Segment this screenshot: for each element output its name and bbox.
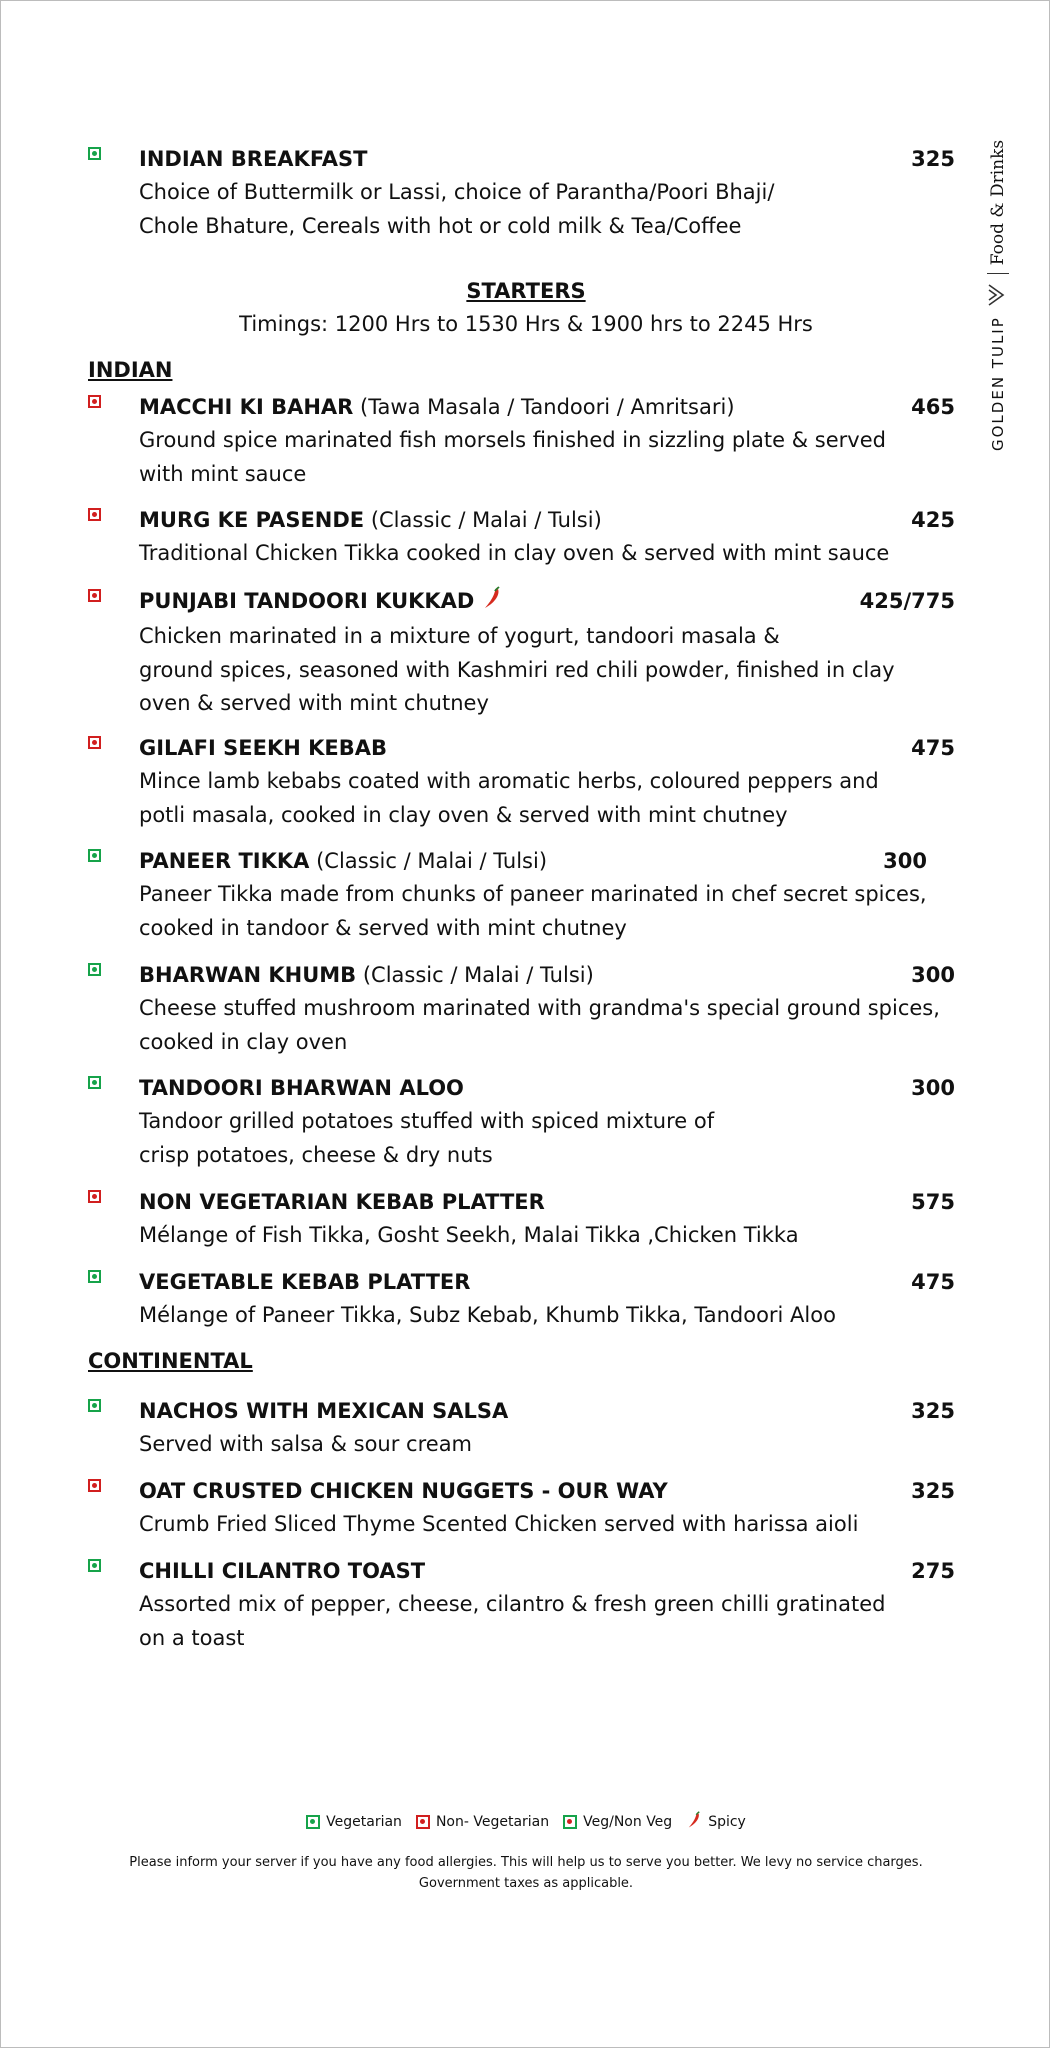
item-price: 465 bbox=[911, 395, 955, 419]
item-name: PUNJABI TANDOORI KUKKAD bbox=[139, 589, 475, 613]
item-description bbox=[139, 1219, 955, 1253]
item-price: 300 bbox=[883, 849, 927, 873]
item-description-line: Mélange of Paneer Tikka, Subz Kebab, Khumb Tikka, Tandoori Aloo bbox=[139, 1303, 836, 1327]
item-description-line: Served with salsa & sour cream bbox=[139, 1432, 473, 1456]
item-description-line: Assorted mix of pepper, cheese, cilantro & fresh green chilli gratinated bbox=[139, 1592, 886, 1616]
item-description bbox=[139, 878, 955, 945]
item-price: 575 bbox=[911, 1190, 955, 1214]
item-name: PANEER TIKKA bbox=[139, 849, 310, 873]
chili-spicy-icon bbox=[482, 586, 502, 620]
menu-item-punjabi-tandoori-kukkad bbox=[88, 585, 955, 721]
item-description-line: with mint sauce bbox=[139, 461, 307, 486]
allergy-note: Please inform your server if you have any food allergies. This will help us to serve you better. We levy no service charges. bbox=[129, 1855, 923, 1870]
item-name: TANDOORI BHARWAN ALOO bbox=[139, 1076, 464, 1100]
item-description bbox=[139, 765, 955, 832]
legend-veg bbox=[306, 1811, 402, 1833]
item-description bbox=[139, 1105, 955, 1172]
item-name: OAT CRUSTED CHICKEN NUGGETS - OUR WAY bbox=[139, 1479, 668, 1503]
item-description-line: Mince lamb kebabs coated with aromatic herbs, coloured peppers and bbox=[139, 769, 879, 793]
item-variants: (Classic / Malai / Tulsi) bbox=[356, 963, 594, 987]
item-description-line: cooked in tandoor & served with mint chutney bbox=[139, 915, 627, 940]
menu-item-tandoori-bharwan-aloo bbox=[88, 1072, 955, 1172]
veg-indicator-icon bbox=[88, 1559, 101, 1572]
non-veg-indicator-icon bbox=[88, 1190, 101, 1203]
veg-non-veg-indicator-icon bbox=[563, 1815, 577, 1829]
menu-item-macchi-ki-bahar bbox=[88, 391, 955, 491]
item-description-line: Chole Bhature, Cereals with hot or cold milk & Tea/Coffee bbox=[139, 213, 742, 238]
legend-label: Non- Vegetarian bbox=[435, 1814, 550, 1830]
item-description bbox=[139, 992, 955, 1059]
item-description bbox=[139, 537, 955, 571]
veg-indicator-icon bbox=[306, 1815, 320, 1829]
legend-both bbox=[563, 1811, 672, 1833]
veg-indicator-icon bbox=[88, 1076, 101, 1089]
legend-spicy bbox=[686, 1811, 746, 1833]
item-variants: (Classic / Malai / Tulsi) bbox=[364, 508, 602, 532]
item-price: 475 bbox=[911, 736, 955, 760]
legend-label: Spicy bbox=[708, 1814, 746, 1830]
non-veg-indicator-icon bbox=[88, 1479, 101, 1492]
item-name: NON VEGETARIAN KEBAB PLATTER bbox=[139, 1190, 545, 1214]
item-description-line: cooked in clay oven bbox=[139, 1029, 348, 1054]
legend bbox=[1, 1811, 1050, 1833]
item-name: GILAFI SEEKH KEBAB bbox=[139, 736, 388, 760]
item-name: MACCHI KI BAHAR bbox=[139, 395, 354, 419]
chili-spicy-icon bbox=[686, 1811, 702, 1833]
item-description-line: Mélange of Fish Tikka, Gosht Seekh, Malai Tikka ,Chicken Tikka bbox=[139, 1223, 799, 1247]
item-description-line: Chicken marinated in a mixture of yogurt, tandoori masala & bbox=[139, 624, 780, 648]
item-name: VEGETABLE KEBAB PLATTER bbox=[139, 1270, 471, 1294]
item-description bbox=[139, 1299, 955, 1333]
veg-indicator-icon bbox=[88, 1399, 101, 1412]
menu-item-murg-ke-pasende bbox=[88, 504, 955, 571]
item-description-line: crisp potatoes, cheese & dry nuts bbox=[139, 1142, 493, 1167]
non-veg-indicator-icon bbox=[88, 736, 101, 749]
tax-note: Government taxes as applicable. bbox=[418, 1876, 634, 1891]
item-description-line: ground spices, seasoned with Kashmiri red chili powder, finished in clay bbox=[139, 657, 895, 682]
item-description-line: on a toast bbox=[139, 1625, 245, 1650]
item-description-line: Ground spice marinated fish morsels finished in sizzling plate & served bbox=[139, 428, 886, 452]
subheading-continental: CONTINENTAL bbox=[88, 1349, 253, 1373]
veg-indicator-icon bbox=[88, 849, 101, 862]
item-description bbox=[139, 176, 955, 243]
item-description-line: Tandoor grilled potatoes stuffed with spiced mixture of bbox=[139, 1109, 715, 1133]
legend-label: Veg/Non Veg bbox=[583, 1814, 673, 1830]
item-description bbox=[139, 1588, 955, 1655]
item-description-line: Cheese stuffed mushroom marinated with grandma's special ground spices, bbox=[139, 996, 940, 1020]
menu-item-nachos bbox=[88, 1395, 955, 1462]
menu-item-bharwan-khumb bbox=[88, 959, 955, 1059]
brand-tagline: Food & Drinks bbox=[988, 139, 1008, 266]
item-variants: (Classic / Malai / Tulsi) bbox=[309, 849, 548, 873]
item-name: MURG KE PASENDE bbox=[139, 508, 365, 532]
menu-item-chilli-cilantro-toast bbox=[88, 1555, 955, 1655]
item-price: 275 bbox=[911, 1559, 955, 1583]
item-name: CHILLI CILANTRO TOAST bbox=[139, 1559, 426, 1583]
item-description bbox=[139, 1428, 955, 1462]
menu-item-oat-crusted-nuggets bbox=[88, 1475, 955, 1542]
non-veg-indicator-icon bbox=[88, 395, 101, 408]
legend-label: Vegetarian bbox=[326, 1814, 402, 1830]
item-price: 475 bbox=[911, 1270, 955, 1294]
menu-item-non-veg-kebab-platter bbox=[88, 1186, 955, 1253]
menu-item-gilafi-seekh-kebab bbox=[88, 732, 955, 832]
item-price: 425 bbox=[911, 508, 955, 532]
section-title-starters: STARTERS bbox=[466, 279, 586, 303]
item-name: NACHOS WITH MEXICAN SALSA bbox=[139, 1399, 509, 1423]
item-name: INDIAN BREAKFAST bbox=[139, 147, 368, 171]
item-price: 325 bbox=[911, 1399, 955, 1423]
menu-item-indian-breakfast bbox=[88, 143, 955, 243]
subheading-indian: INDIAN bbox=[88, 358, 173, 382]
brand-name: GOLDEN TULIP bbox=[989, 316, 1007, 451]
item-description-line: Paneer Tikka made from chunks of paneer marinated in chef secret spices, bbox=[139, 882, 927, 906]
item-description bbox=[139, 424, 955, 491]
veg-indicator-icon bbox=[88, 1270, 101, 1283]
item-price: 425/775 bbox=[859, 589, 955, 613]
non-veg-indicator-icon bbox=[88, 589, 101, 602]
item-price: 325 bbox=[911, 1479, 955, 1503]
item-name: BHARWAN KHUMB bbox=[139, 963, 357, 987]
item-price: 300 bbox=[911, 1076, 955, 1100]
item-description-line: potli masala, cooked in clay oven & served with mint chutney bbox=[139, 802, 788, 827]
item-description bbox=[139, 1508, 955, 1542]
veg-indicator-icon bbox=[88, 963, 101, 976]
item-price: 325 bbox=[911, 147, 955, 171]
non-veg-indicator-icon bbox=[416, 1815, 430, 1829]
starters-timings: Timings: 1200 Hrs to 1530 Hrs & 1900 hrs to 2245 Hrs bbox=[239, 312, 813, 336]
menu-item-paneer-tikka bbox=[88, 845, 955, 945]
item-description-line: Traditional Chicken Tikka cooked in clay oven & served with mint sauce bbox=[139, 541, 890, 565]
item-variants: (Tawa Masala / Tandoori / Amritsari) bbox=[353, 395, 735, 419]
item-description bbox=[139, 620, 955, 721]
item-description-line: oven & served with mint chutney bbox=[139, 691, 489, 715]
menu-item-vegetable-kebab-platter bbox=[88, 1266, 955, 1333]
veg-indicator-icon bbox=[88, 147, 101, 160]
legend-nonveg bbox=[416, 1811, 549, 1833]
item-price: 300 bbox=[911, 963, 955, 987]
item-description-line: Choice of Buttermilk or Lassi, choice of Parantha/Poori Bhaji/ bbox=[139, 180, 775, 204]
item-description-line: Crumb Fried Sliced Thyme Scented Chicken served with harissa aioli bbox=[139, 1512, 859, 1536]
non-veg-indicator-icon bbox=[88, 508, 101, 521]
brand-divider bbox=[987, 273, 1009, 274]
